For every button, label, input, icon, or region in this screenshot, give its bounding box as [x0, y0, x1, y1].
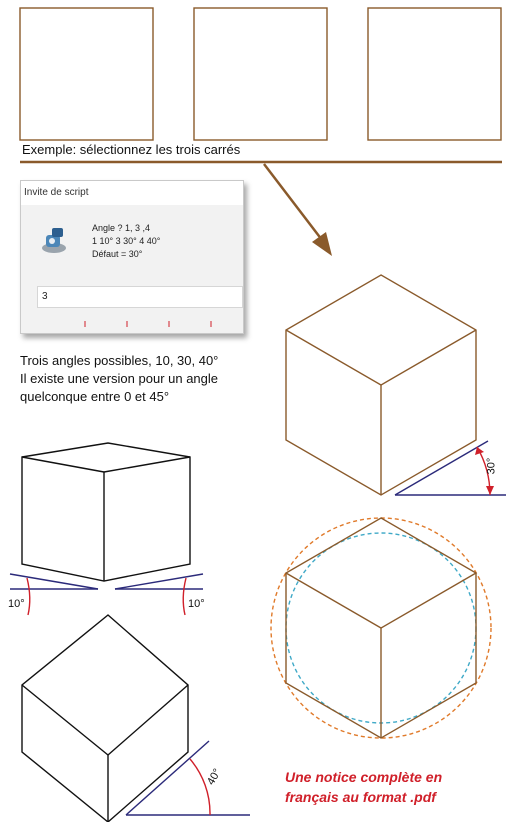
angle-label-10-left: 10°: [8, 598, 25, 610]
pdf-notice: [285, 767, 505, 807]
note-line-2: Il existe une version pour un angle: [20, 371, 219, 386]
dialog-title-bar: [21, 181, 243, 205]
cube-10: [22, 443, 190, 581]
pdf-notice-line-2: français au format .pdf: [285, 789, 436, 805]
dialog-prompt-text: [92, 222, 160, 261]
note-line-1: Trois angles possibles, 10, 30, 40°: [20, 353, 219, 368]
script-icon: [39, 225, 69, 255]
dialog-ruler-marks: [21, 321, 243, 333]
dialog-line-2: 1 10° 3 30° 4 40°: [92, 236, 161, 246]
arrow-line: [264, 164, 322, 240]
dialog-line-3: Défaut = 30°: [92, 249, 143, 259]
arrow-head: [312, 232, 332, 256]
dialog-line-1: Angle ? 1, 3 ,4: [92, 223, 151, 233]
square-3: [368, 8, 501, 140]
script-prompt-dialog: [20, 180, 244, 334]
square-1: [20, 8, 153, 140]
cube-40: [22, 615, 188, 822]
pdf-notice-line-1: Une notice complète en: [285, 769, 443, 785]
angle-label-30: 30°: [485, 457, 498, 475]
cube-circles: [271, 518, 491, 738]
cube-30: [286, 275, 476, 495]
angles-note: [20, 352, 270, 406]
angle-label-10-right: 10°: [188, 598, 205, 610]
dialog-input-field[interactable]: 3: [37, 286, 243, 308]
note-line-3: quelconque entre 0 et 45°: [20, 389, 170, 404]
instruction-text: Exemple: sélectionnez les trois carrés: [22, 142, 241, 157]
dialog-title: Invite de script: [24, 187, 89, 198]
square-2: [194, 8, 327, 140]
angle-label-40: 40°: [204, 766, 224, 788]
